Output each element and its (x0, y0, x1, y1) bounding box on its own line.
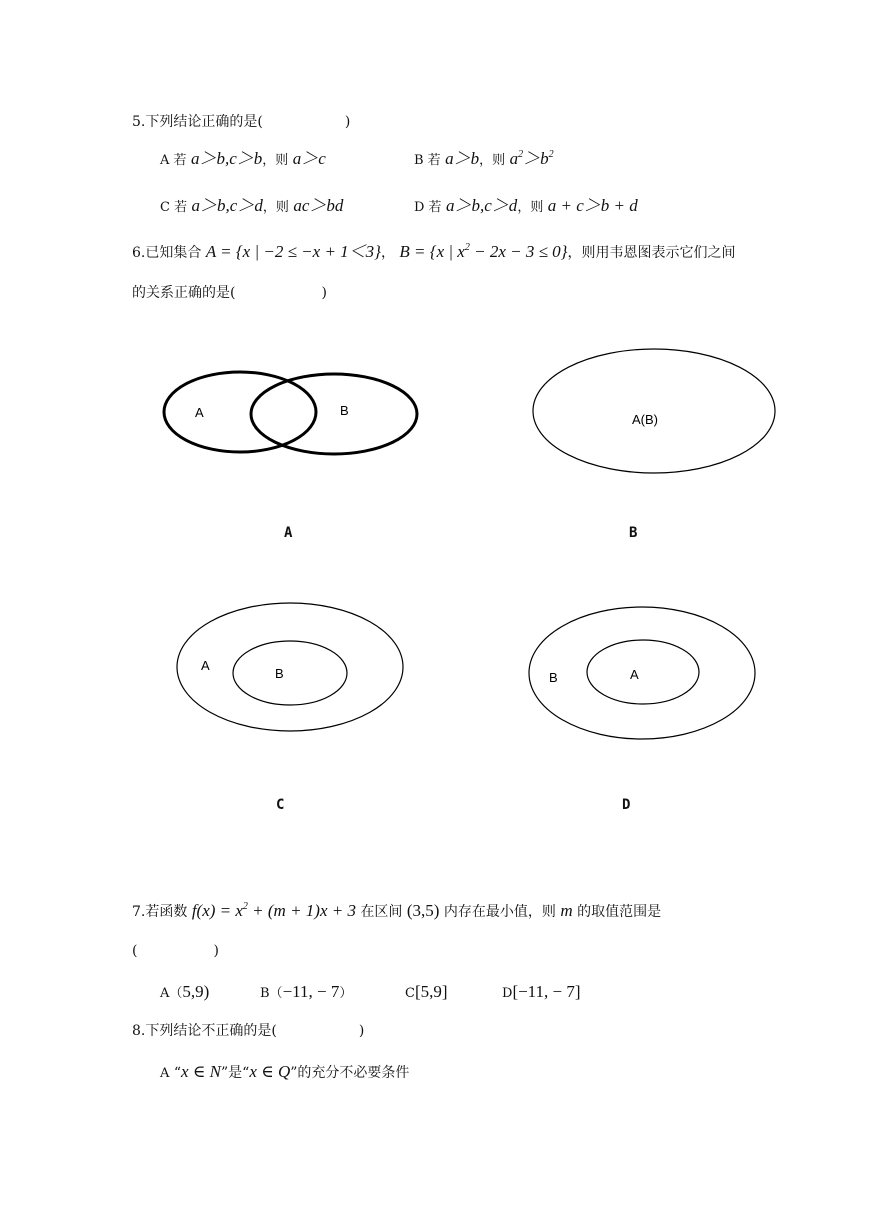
q5-option-b: B 若 a＞b，则 $a^2>b^2$ (414, 149, 554, 168)
venn-caption-b: B (629, 525, 638, 541)
venn-c-inner-ellipse (233, 641, 347, 705)
venn-d-inner-ellipse (587, 640, 699, 704)
venn-diagram-d (529, 607, 755, 739)
venn-b-label: A(B) (632, 412, 658, 427)
venn-a-label-b: B (340, 403, 349, 418)
venn-a-set-a-ellipse (164, 372, 316, 452)
q8-stem: 8.下列结论不正确的是( ) (132, 1023, 365, 1039)
venn-a-label-a: A (195, 405, 204, 420)
venn-diagrams (0, 320, 869, 860)
q7-answer-paren: ( ) (132, 943, 219, 959)
q7-option-a: A（5,9) (160, 982, 210, 1001)
q5-option-d: D 若 a＞b,c＞d，则 a + c＞b + d (414, 196, 638, 215)
q6-stem: 6.已知集合 A = {x | −2 ≤ −x + 1＜3}， B = {x | $x^2 - 2x - 3 \le 0$}，则用韦恩图表示它们之间 (132, 242, 736, 261)
venn-caption-a: A (284, 525, 293, 541)
venn-d-inner-label: A (630, 667, 639, 682)
q7-option-b: B（−11, − 7） (260, 982, 353, 1001)
venn-d-outer-ellipse (529, 607, 755, 739)
q5-option-c: C 若 a＞b,c＞d，则 ac＞bd (160, 196, 344, 215)
venn-diagram-b (533, 349, 775, 473)
q8-option-a: A “x ∈ N”是“x ∈ Q”的充分不必要条件 (160, 1062, 410, 1081)
q5-stem: 5.下列结论正确的是( ) (132, 114, 351, 130)
venn-caption-d: D (622, 797, 631, 813)
venn-diagram-a (164, 372, 417, 454)
venn-d-outer-label: B (549, 670, 558, 685)
q7-option-d: D[−11, − 7] (502, 982, 581, 1001)
q5-option-a: A 若 a＞b,c＞b，则 a＞c (160, 149, 326, 168)
venn-c-outer-ellipse (177, 603, 403, 731)
venn-b-ellipse (533, 349, 775, 473)
q6-stem-line2: 的关系正确的是( ) (132, 285, 327, 301)
venn-c-inner-label: B (275, 666, 284, 681)
venn-diagram-c (177, 603, 403, 731)
venn-c-outer-label: A (201, 658, 210, 673)
q7-option-c: C[5,9] (405, 982, 448, 1001)
venn-caption-c: C (276, 797, 285, 813)
q7-stem: 7.若函数 $f(x) = x^2 + (m + 1)x + 3$ 在区间 (3,5) 内存在最小值，则 m 的取值范围是 (132, 901, 662, 920)
venn-a-set-b-ellipse (251, 374, 417, 454)
